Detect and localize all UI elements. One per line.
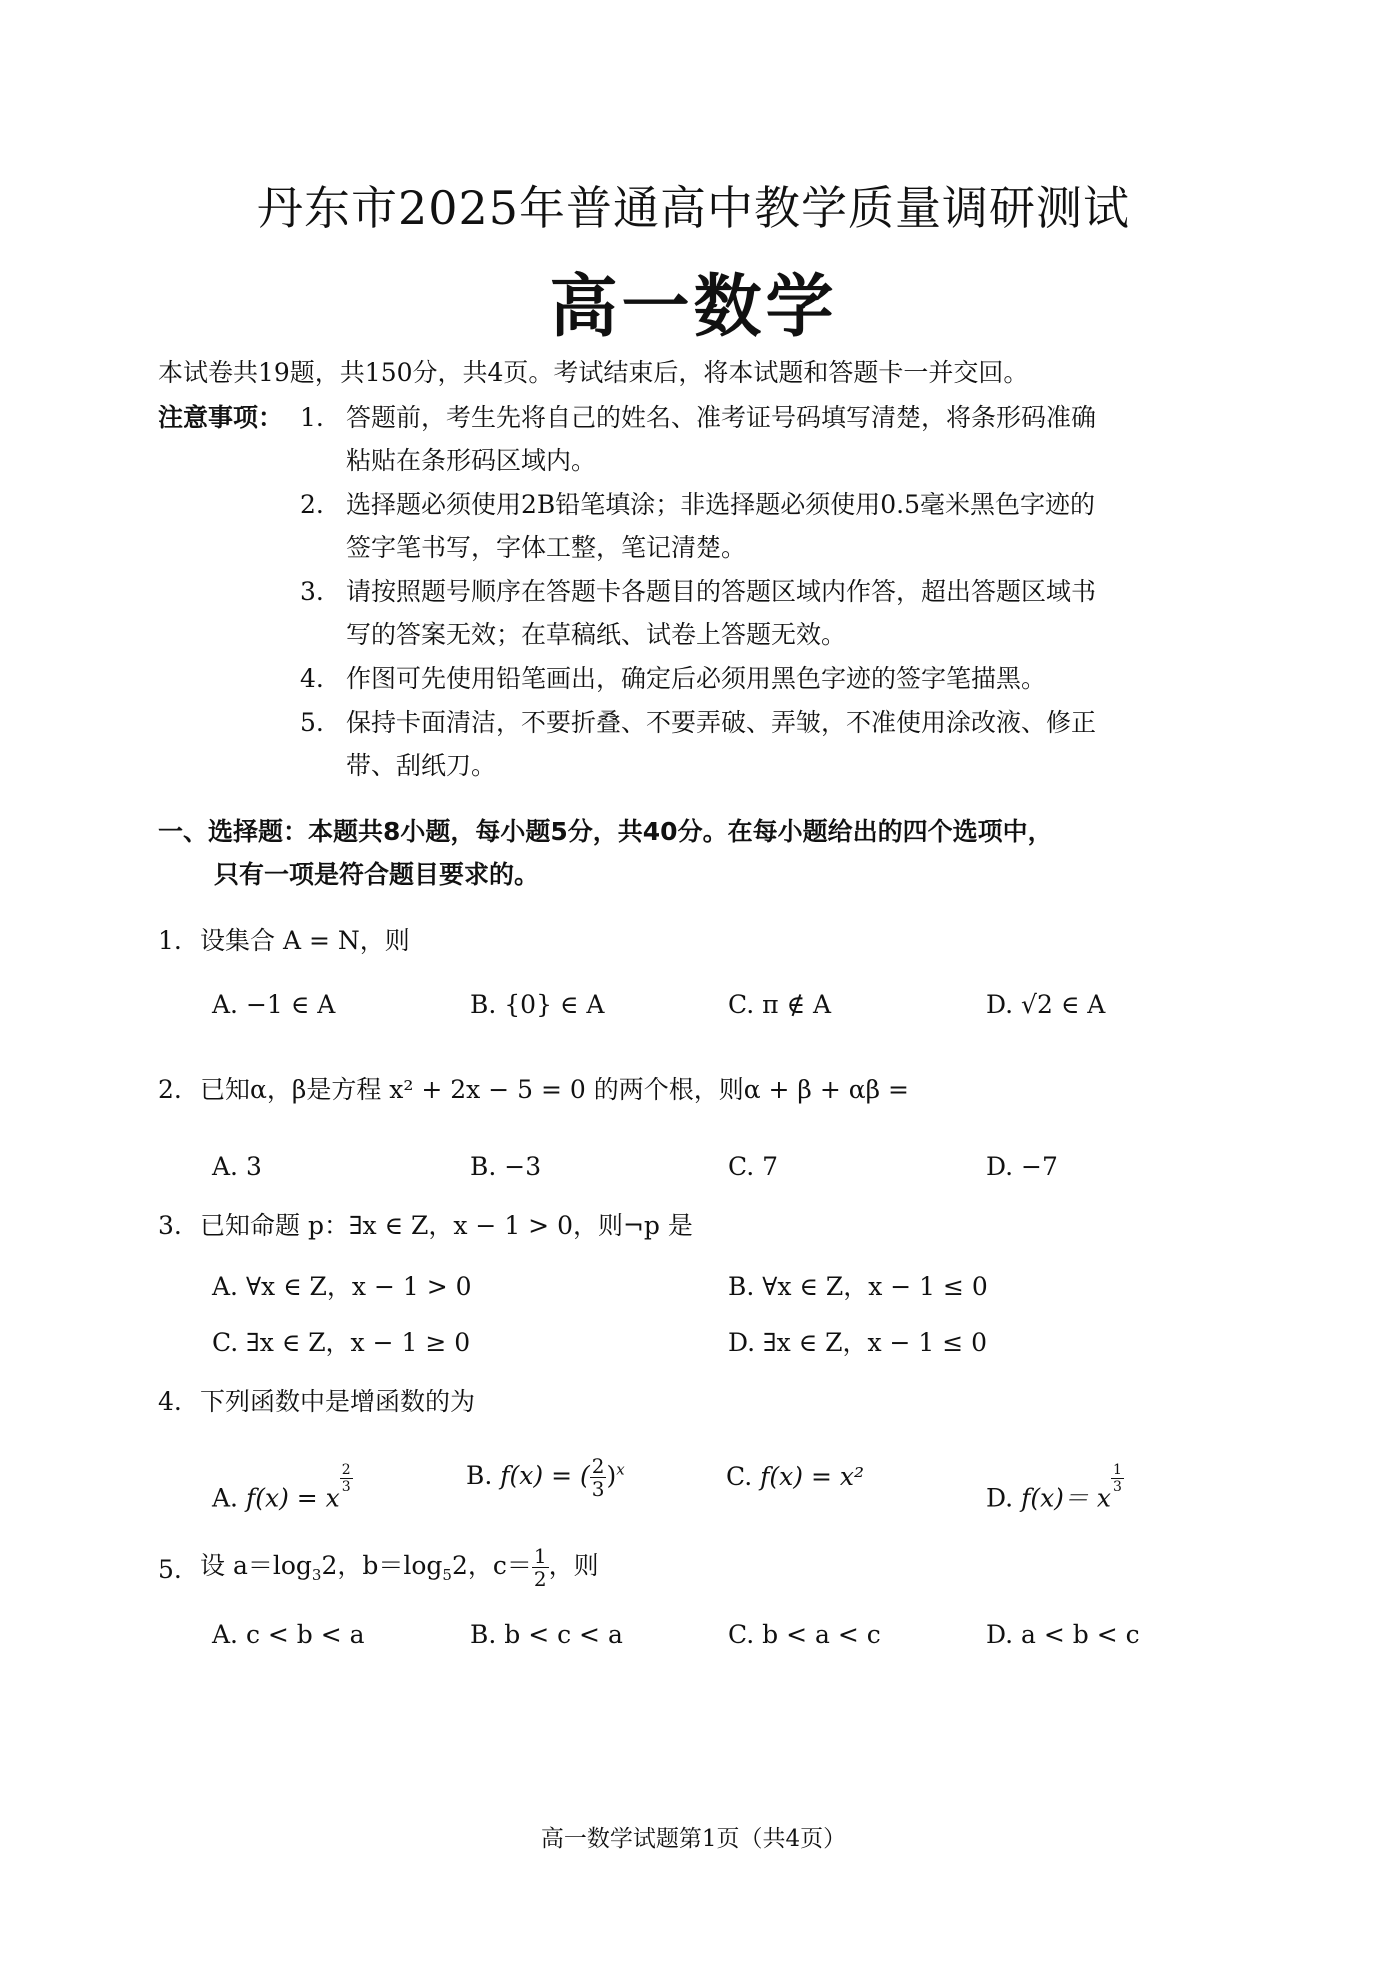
section-heading-line-1: 一、选择题：本题共8小题，每小题5分，共40分。在每小题给出的四个选项中， xyxy=(158,817,1053,846)
question-5-number: 5. xyxy=(158,1555,182,1584)
question-5-option-a: A. c < b < a xyxy=(212,1620,365,1649)
question-5-stem xyxy=(200,1545,599,1590)
question-4-option-d-expr: f(x)＝ x xyxy=(1021,1483,1111,1513)
question-4-option-d xyxy=(986,1462,1124,1514)
question-4-stem: 下列函数中是增函数的为 xyxy=(200,1387,476,1416)
question-5-log-base-a: 3 xyxy=(311,1566,322,1584)
notice-item-3-num: 3. xyxy=(300,577,324,606)
question-4-option-d-letter: D. xyxy=(986,1483,1014,1513)
notice-item-2-line-1: 选择题必须使用2B铅笔填涂；非选择题必须使用0.5毫米黑色字迹的 xyxy=(346,490,1096,519)
question-4-option-a-exp-den: 3 xyxy=(341,1479,351,1495)
intro-text: 本试卷共19题，共150分，共4页。考试结束后，将本试题和答题卡一并交回。 xyxy=(158,358,1029,387)
question-4-option-d-exp-den: 3 xyxy=(1112,1479,1122,1495)
question-3-stem: 已知命题 p：∃x ∈ Z，x − 1 > 0，则¬p 是 xyxy=(200,1211,693,1240)
section-heading-line-2: 只有一项是符合题目要求的。 xyxy=(214,860,540,889)
question-4-option-d-exp-num: 1 xyxy=(1112,1462,1122,1478)
question-4-option-a-exp-num: 2 xyxy=(341,1462,351,1478)
notice-item-2-line-2: 签字笔书写，字体工整，笔记清楚。 xyxy=(346,533,747,562)
question-2-number: 2. xyxy=(158,1075,182,1104)
question-4-option-b-den: 3 xyxy=(591,1477,605,1501)
question-4-option-a xyxy=(212,1462,353,1512)
question-4-option-a-expr: f(x) = x xyxy=(245,1483,340,1513)
question-3-option-d: D. ∃x ∈ Z，x − 1 ≤ 0 xyxy=(728,1328,988,1357)
question-2-option-b: B. −3 xyxy=(470,1152,542,1181)
question-5-stem-part-1: 设 a＝log xyxy=(200,1551,312,1580)
question-5-option-c: C. b < a < c xyxy=(728,1620,881,1649)
question-4-option-a-letter: A. xyxy=(212,1483,239,1513)
notice-label: 注意事项： xyxy=(158,403,284,432)
notice-item-1-num: 1. xyxy=(300,403,324,432)
question-5-c-den: 2 xyxy=(533,1567,547,1591)
question-2-option-a: A. 3 xyxy=(212,1152,262,1181)
question-1-number: 1. xyxy=(158,926,182,955)
notice-item-5-num: 5. xyxy=(300,708,324,737)
question-5-stem-part-2: 2，b＝log xyxy=(321,1551,443,1580)
question-1-option-b: B. {0} ∈ A xyxy=(470,990,605,1019)
question-4-number: 4. xyxy=(158,1387,182,1416)
subject-title: 高一数学 xyxy=(549,268,838,347)
question-4-option-b-exp: x xyxy=(616,1460,625,1479)
question-3-option-c: C. ∃x ∈ Z，x − 1 ≥ 0 xyxy=(212,1328,471,1357)
notice-item-5-line-2: 带、刮纸刀。 xyxy=(346,751,497,780)
page-footer: 高一数学试题第1页（共4页） xyxy=(540,1826,847,1852)
question-2-option-c: C. 7 xyxy=(728,1152,779,1181)
question-3-option-b: B. ∀x ∈ Z，x − 1 ≤ 0 xyxy=(728,1272,988,1301)
question-4-option-b-expr: f(x) = ( xyxy=(500,1461,590,1490)
notice-item-2-num: 2. xyxy=(300,490,324,519)
question-4-option-c xyxy=(726,1462,864,1491)
question-5-log-base-b: 5 xyxy=(442,1566,452,1584)
notice-item-4-line-1: 作图可先使用铅笔画出，确定后必须用黑色字迹的签字笔描黑。 xyxy=(346,664,1047,693)
question-3-option-a: A. ∀x ∈ Z，x − 1 > 0 xyxy=(212,1272,472,1301)
question-2-option-d: D. −7 xyxy=(986,1152,1058,1181)
question-1-stem: 设集合 A = N，则 xyxy=(200,926,410,955)
question-5-stem-part-4: ，则 xyxy=(548,1551,599,1580)
notice-item-5-line-1: 保持卡面清洁，不要折叠、不要弄破、弄皱，不准使用涂改液、修正 xyxy=(346,708,1097,737)
question-1-option-c: C. π ∉ A xyxy=(728,990,832,1019)
question-4-option-b-letter: B. xyxy=(466,1461,493,1490)
question-5-c-num: 1 xyxy=(533,1544,547,1568)
notice-item-1-line-1: 答题前，考生先将自己的姓名、准考证号码填写清楚，将条形码准确 xyxy=(346,403,1097,432)
page-title: 丹东市2025年普通高中教学质量调研测试 xyxy=(256,181,1131,235)
notice-item-3-line-2: 写的答案无效；在草稿纸、试卷上答题无效。 xyxy=(346,620,847,649)
question-4-option-b-num: 2 xyxy=(591,1454,605,1478)
question-1-option-a: A. −1 ∈ A xyxy=(212,990,336,1019)
question-5-option-b: B. b < c < a xyxy=(470,1620,623,1649)
question-5-stem-part-3: 2，c＝ xyxy=(451,1551,532,1580)
question-4-option-b: B. f(x) = ( $\frac{2}{3}$ )$^x$ xyxy=(466,1454,625,1501)
notice-item-1-line-2: 粘贴在条形码区域内。 xyxy=(346,446,597,475)
question-3-number: 3. xyxy=(158,1211,182,1240)
question-5-option-d: D. a < b < c xyxy=(986,1620,1140,1649)
question-4-option-c-letter: C. xyxy=(726,1462,753,1491)
notice-item-3-line-1: 请按照题号顺序在答题卡各题目的答题区域内作答，超出答题区域书 xyxy=(346,577,1097,606)
question-1-option-d: D. √2 ∈ A xyxy=(986,990,1106,1019)
question-4-option-c-expr: f(x) = x² xyxy=(760,1462,864,1491)
question-2-stem: 已知α，β是方程 x² + 2x − 5 = 0 的两个根，则α + β + αβ = xyxy=(200,1075,909,1104)
notice-item-4-num: 4. xyxy=(300,664,324,693)
